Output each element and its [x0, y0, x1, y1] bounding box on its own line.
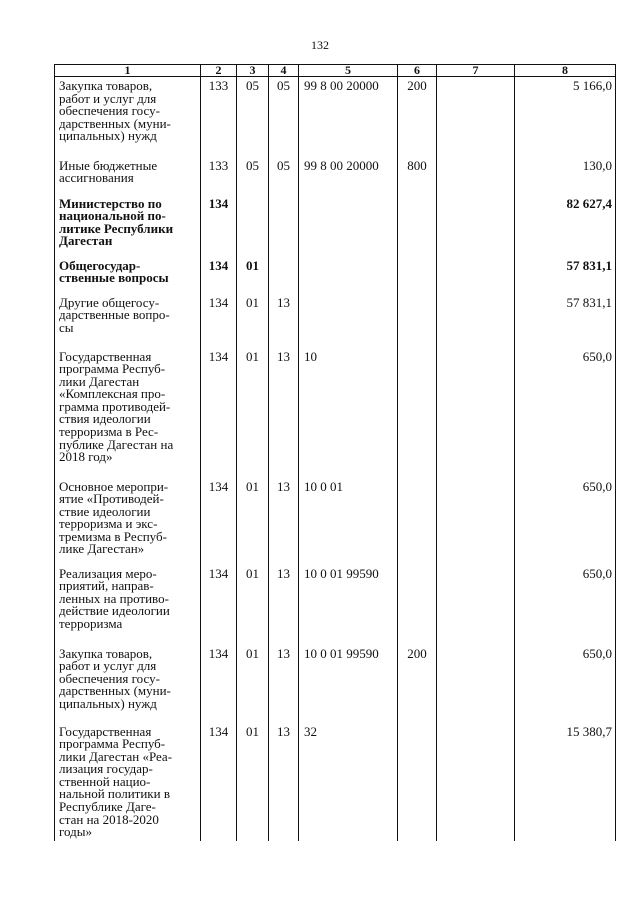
item-name-cell: [55, 565, 201, 645]
subsection-code-cell: 13: [269, 348, 299, 478]
header-cell-2: 2: [201, 65, 237, 77]
column-7-cell: [437, 195, 515, 257]
item-name-line: литике Республики: [59, 220, 174, 236]
item-name-line: ципальных) нужд: [59, 128, 157, 144]
target-article-cell: 99 8 00 20000: [299, 157, 398, 195]
section-code-cell: 01: [237, 257, 269, 294]
section-code-cell: 01: [237, 565, 269, 645]
amount-cell: 130,0: [515, 157, 616, 195]
item-name-line: Иные бюджетные: [59, 157, 158, 173]
expense-type-cell: [398, 565, 437, 645]
expense-type-cell: [398, 257, 437, 294]
section-code-cell: 01: [237, 294, 269, 348]
item-name-line: Государственная: [59, 723, 152, 739]
table-row: [55, 257, 616, 294]
item-name-line: работ и услуг для: [59, 90, 157, 106]
column-7-cell: [437, 348, 515, 478]
item-name-line: ственной нацио-: [59, 773, 151, 789]
ministry-code-cell: 134: [201, 723, 237, 841]
section-code-cell: 01: [237, 723, 269, 841]
section-code-cell: 05: [237, 77, 269, 157]
table-row: [55, 565, 616, 645]
target-article-cell: 10 0 01 99590: [299, 565, 398, 645]
item-name-line: тремизма в Респуб-: [59, 528, 167, 544]
item-name-line: Закупка товаров,: [59, 78, 153, 93]
column-7-cell: [437, 645, 515, 723]
table-row: [55, 294, 616, 348]
item-name-line: Республике Даге-: [59, 799, 156, 815]
item-name-line: Министерство по: [59, 195, 162, 211]
header-cell-1: 1: [55, 65, 201, 77]
item-name-line: обеспечения госу-: [59, 670, 160, 686]
table-row: [55, 723, 616, 841]
item-name-cell: [55, 195, 201, 257]
target-article-cell: 10: [299, 348, 398, 478]
header-cell-5: 5: [299, 65, 398, 77]
table-body: [55, 77, 616, 841]
item-name-line: работ и услуг для: [59, 658, 157, 674]
subsection-code-cell: 13: [269, 723, 299, 841]
item-name-line: обеспечения госу-: [59, 103, 160, 119]
item-name-line: лики Дагестан «Реа-: [59, 748, 173, 764]
amount-cell: 650,0: [515, 645, 616, 723]
item-name-cell: [55, 645, 201, 723]
amount-cell: 5 166,0: [515, 77, 616, 157]
item-name-cell: [55, 294, 201, 348]
section-code-cell: 01: [237, 348, 269, 478]
item-name-line: грамма противодей-: [59, 398, 171, 414]
ministry-code-cell: 134: [201, 294, 237, 348]
item-name-cell: [55, 348, 201, 478]
ministry-code-cell: 134: [201, 257, 237, 294]
subsection-code-cell: 13: [269, 294, 299, 348]
column-7-cell: [437, 294, 515, 348]
section-code-cell: [237, 195, 269, 257]
item-name-line: ствие идеологии: [59, 503, 151, 519]
subsection-code-cell: [269, 195, 299, 257]
ministry-code-cell: 133: [201, 157, 237, 195]
item-name-cell: [55, 478, 201, 565]
item-name-line: программа Респуб-: [59, 361, 166, 377]
item-name-cell: [55, 157, 201, 195]
amount-cell: 650,0: [515, 348, 616, 478]
expense-type-cell: 800: [398, 157, 437, 195]
item-name-line: ствия идеологии: [59, 411, 151, 427]
item-name-line: ассигнования: [59, 170, 134, 186]
header-cell-6: 6: [398, 65, 437, 77]
section-code-cell: 05: [237, 157, 269, 195]
expense-type-cell: [398, 478, 437, 565]
item-name-cell: [55, 723, 201, 841]
amount-cell: 650,0: [515, 565, 616, 645]
item-name-line: терроризма в Рес-: [59, 424, 159, 440]
item-name-line: Основное меропри-: [59, 478, 169, 494]
ministry-code-cell: 134: [201, 348, 237, 478]
item-name-line: дарственные вопро-: [59, 307, 170, 323]
table-row: [55, 478, 616, 565]
expense-type-cell: 200: [398, 645, 437, 723]
table-row: [55, 77, 616, 157]
header-row: [55, 65, 616, 77]
item-name-line: Другие общегосу-: [59, 294, 160, 310]
expense-type-cell: [398, 723, 437, 841]
item-name-line: 2018 год»: [59, 449, 113, 465]
budget-table: [54, 64, 616, 841]
item-name-line: лике Дагестан»: [59, 541, 145, 557]
subsection-code-cell: 05: [269, 157, 299, 195]
page-number: 132: [311, 38, 329, 52]
target-article-cell: [299, 257, 398, 294]
item-name-line: приятий, направ-: [59, 578, 154, 594]
item-name-line: Дагестан: [59, 233, 113, 249]
item-name-line: лизация государ-: [59, 761, 153, 777]
target-article-cell: 10 0 01: [299, 478, 398, 565]
column-7-cell: [437, 565, 515, 645]
item-name-line: действие идеологии: [59, 603, 170, 619]
column-7-cell: [437, 257, 515, 294]
item-name-line: ственные вопросы: [59, 270, 169, 286]
column-7-cell: [437, 77, 515, 157]
subsection-code-cell: 13: [269, 478, 299, 565]
subsection-code-cell: 13: [269, 645, 299, 723]
item-name-line: «Комплексная про-: [59, 386, 166, 402]
item-name-line: ятие «Противодей-: [59, 491, 164, 507]
expense-type-cell: [398, 348, 437, 478]
expense-type-cell: [398, 195, 437, 257]
ministry-code-cell: 134: [201, 565, 237, 645]
item-name-line: Закупка товаров,: [59, 645, 153, 661]
header-cell-3: 3: [237, 65, 269, 77]
table-row: [55, 348, 616, 478]
target-article-cell: 99 8 00 20000: [299, 77, 398, 157]
expense-type-cell: 200: [398, 77, 437, 157]
item-name-line: ленных на противо-: [59, 590, 169, 606]
expense-type-cell: [398, 294, 437, 348]
ministry-code-cell: 133: [201, 77, 237, 157]
column-7-cell: [437, 478, 515, 565]
header-cell-8: 8: [515, 65, 616, 77]
header-cell-7: 7: [437, 65, 515, 77]
amount-cell: 15 380,7: [515, 723, 616, 841]
table-row: [55, 157, 616, 195]
item-name-line: нальной политики в: [59, 786, 170, 802]
section-code-cell: 01: [237, 478, 269, 565]
item-name-line: дарственных (муни-: [59, 115, 171, 131]
item-name-line: лики Дагестан: [59, 373, 140, 389]
item-name-line: терроризма: [59, 615, 123, 631]
target-article-cell: 32: [299, 723, 398, 841]
amount-cell: 57 831,1: [515, 257, 616, 294]
target-article-cell: 10 0 01 99590: [299, 645, 398, 723]
item-name-line: публике Дагестан на: [59, 436, 174, 452]
item-name-cell: [55, 77, 201, 157]
target-article-cell: [299, 294, 398, 348]
item-name-line: дарственных (муни-: [59, 683, 171, 699]
item-name-line: национальной по-: [59, 208, 166, 224]
item-name-line: годы»: [59, 824, 92, 840]
header-cell-4: 4: [269, 65, 299, 77]
item-name-line: Государственная: [59, 348, 152, 364]
item-name-line: Реализация меро-: [59, 565, 157, 581]
item-name-line: стан на 2018-2020: [59, 811, 159, 827]
item-name-line: сы: [59, 319, 74, 335]
amount-cell: 57 831,1: [515, 294, 616, 348]
item-name-cell: [55, 257, 201, 294]
table-row: [55, 195, 616, 257]
subsection-code-cell: 05: [269, 77, 299, 157]
column-7-cell: [437, 723, 515, 841]
amount-cell: 650,0: [515, 478, 616, 565]
section-code-cell: 01: [237, 645, 269, 723]
table-row: [55, 645, 616, 723]
item-name-line: программа Респуб-: [59, 736, 166, 752]
item-name-line: Общегосудар-: [59, 257, 141, 273]
column-7-cell: [437, 157, 515, 195]
ministry-code-cell: 134: [201, 645, 237, 723]
subsection-code-cell: [269, 257, 299, 294]
amount-cell: 82 627,4: [515, 195, 616, 257]
item-name-line: ципальных) нужд: [59, 695, 157, 711]
ministry-code-cell: 134: [201, 195, 237, 257]
ministry-code-cell: 134: [201, 478, 237, 565]
subsection-code-cell: 13: [269, 565, 299, 645]
item-name-line: терроризма и экс-: [59, 516, 158, 532]
target-article-cell: [299, 195, 398, 257]
